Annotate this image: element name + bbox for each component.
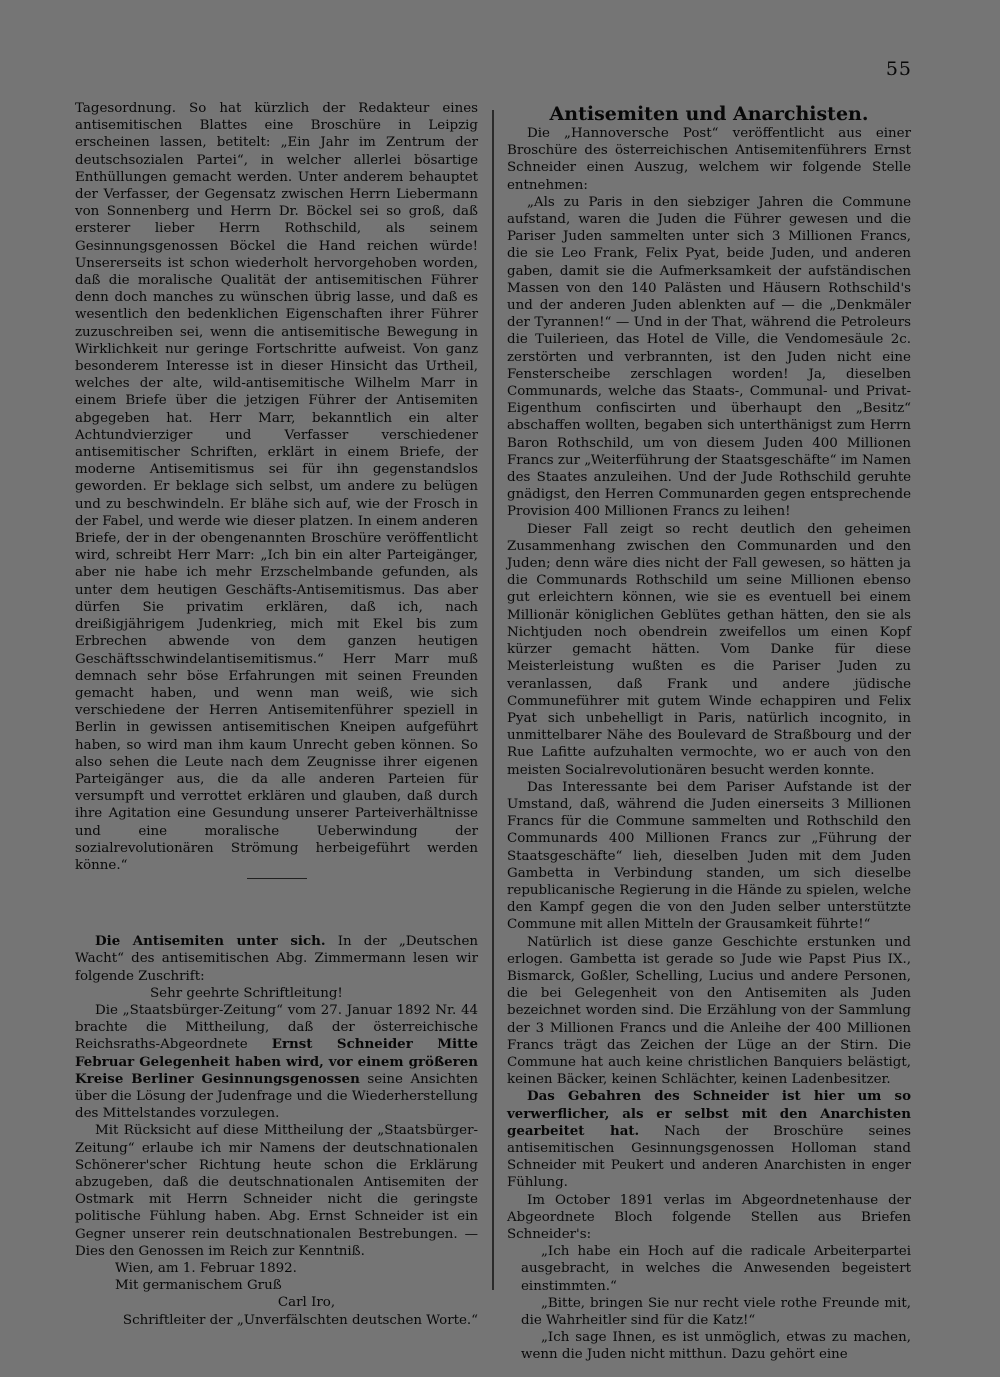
right-paragraph-6-text: Nach der Broschüre seines antisemitischen Gesinnungsgenossen Holloman stand Schneider mit Peukert und anderen Anarchisten in enger Fühlung. xyxy=(507,1123,911,1191)
section-sub-heading: Die Antisemiten unter sich. xyxy=(95,933,326,950)
section-divider xyxy=(247,878,307,879)
letter-dateline: Wien, am 1. Februar 1892. xyxy=(115,1261,297,1276)
right-paragraph-6 xyxy=(507,1088,911,1191)
letter-greeting: Mit germanischem Gruß xyxy=(115,1278,282,1294)
page-number: 55 xyxy=(885,58,912,80)
right-paragraph-6-bold: Das Gebahren des Schneider ist hier um so verwerflicher, als er selbst mit den Anarchisten gearbeitet hat. xyxy=(507,1088,911,1139)
right-paragraph-5: Natürlich ist diese ganze Geschichte erstunken und erlogen. Gambetta ist gerade so Jude wie Papst Pius IX., Bismarck, Goßler, Schelling, Lucius und andere Personen, die bei Gelegenheit von den Antisemiten als Juden bezeichnet worden sind. Die Erzählung von der Sammlung der 3 Millionen Francs und die Anleihe der 400 Millionen Francs trägt das Zeichen der Lüge an der Stirn. Die Commune hat auch keine christlichen Banquiers belästigt, keinen Bäcker, keinen Schlächter, keinen Ladenbesitzer. xyxy=(507,934,911,1088)
left-column xyxy=(75,100,478,1329)
left-paragraph-1: Tagesordnung. So hat kürzlich der Redakteur eines antisemitischen Blattes eine Broschüre in Leipzig erscheinen lassen, betitelt: „Ein Jahr im Zentrum der deutschsozialen Partei“, in welcher allerlei bösartige Enthüllungen gemacht werden. Unter anderem behauptet der Verfasser, der Gegensatz zwischen Herrn Liebermann von Sonnenberg und Herrn Dr. Böckel sei so groß, daß ersterer lieber Herrn Rothschild, als seinem Gesinnungsgenossen Böckel die Hand reichen würde! Unsererseits ist schon wiederholt hervorgehoben worden, daß die moralische Qualität der antisemitischen Führer denn doch manches zu wünschen übrig lasse, und daß es wesentlich den bedenklichen Eigenschaften ihrer Führer zuzuschreiben sei, wenn die antisemitische Bewegung in Wirklichkeit nur geringe Fortschritte aufweist. Von ganz besonderem Interesse ist in dieser Hinsicht das Urtheil, welches der alte, wild-antisemitische Wilhelm Marr in einem Briefe über die jetzigen Führer der Antisemiten abgegeben hat. Herr Marr, bekanntlich ein alter Achtundvierziger und Verfasser verschiedener antisemitischer Schriften, erklärt in einem Briefe, der moderne Antisemitismus sei für ihn gegenstandslos geworden. Er beklage sich selbst, um andere zu belügen und zu beschwindeln. Er blähe sich auf, wie der Frosch in der Fabel, und werde wie dieser platzen. In einem anderen Briefe, der in der obengenannten Broschüre veröffentlicht wird, schreibt Herr Marr: „Ich bin ein alter Parteigänger, aber nie habe ich mehr Erzschelmbande gefunden, als unter dem heutigen Geschäfts-Antisemitismus. Das aber dürfen Sie privatim erklären, daß ich, nach dreißigjährigem Judenkrieg, mich mit Ekel bis zum Erbrechen abwende von dem ganzen heutigen Geschäftsschwindelantisemitismus.“ Herr Marr muß demnach sehr böse Erfahrungen mit seinen Freunden gemacht haben, und wenn man weiß, wie sich verschiedene der Herren Antisemitenführer speziell in Berlin in gewissen antisemitischen Kneipen aufgeführt haben, so wird man ihm kaum Unrecht geben können. So also sehen die Leute nach dem Zeugnisse ihrer eigenen Parteigänger aus, die da alle anderen Parteien für versumpft und verrottet erklären und glauben, daß durch ihre Agitation eine Gesundung unserer Parteiverhältnisse und eine moralische Ueberwindung der sozialrevolutionären Strömung herbeigeführt werden könne.“ xyxy=(75,101,478,873)
left-paragraph-2-text: In der „Deutschen Wacht“ des antisemitischen Abg. Zimmermann lesen wir folgende Zuschrift: xyxy=(75,934,478,984)
letter-salutation: Sehr geehrte Schriftleitung! xyxy=(150,985,343,1001)
letter-signature-title: Schriftleiter der „Unverfälschten deutschen Worte.“ xyxy=(122,1312,478,1328)
right-paragraph-1: Die „Hannoversche Post“ veröffentlicht aus einer Broschüre des österreichischen Antisemitenführers Ernst Schneider einen Auszug, welchem wir folgende Stelle entnehmen: xyxy=(507,126,911,193)
letter-signature-name: Carl Iro, xyxy=(277,1295,336,1311)
left-paragraph-3-b: seine Ansichten über die Lösung der Judenfrage und die Wiederherstellung des Mittelstandes vorzulegen. xyxy=(75,1071,478,1122)
right-column xyxy=(507,103,911,1364)
right-paragraph-4: Das Interessante bei dem Pariser Aufstande ist der Umstand, daß, während die Juden einerseits 3 Millionen Francs für die Commune sammelten und Rothschild den Communards 400 Millionen Francs zur „Führung der Staatsgeschäfte“ lieh, dieselben Juden mit dem Juden Gambetta in Verbindung standen, um sich dieselbe republicanische Regierung in die Hände zu spielen, welche den Kampf gegen die von den Juden selber unterstützte Commune mit allen Mitteln der Grausamkeit führte!“ xyxy=(507,779,911,933)
right-paragraph-2: „Als zu Paris in den siebziger Jahren die Commune aufstand, waren die Juden die Führer gewesen und die Pariser Juden sammelten unter sich 3 Millionen Francs, die sie Leo Frank, Felix Pyat, beide Juden, und anderen gaben, damit sie die Aufmerksamkeit der aufständischen Massen von den 140 Palästen und Häusern Rothschild's und der anderen Juden ablenkten auf — die „Denkmäler der Tyrannen!“ — Und in der That, während die Petroleurs die Tuilerieen, das Hotel de Ville, die Vendomesäule 2c. zerstörten und verbrannten, ist den Juden nicht eine Fensterscheibe zerschlagen worden! Ja, dieselben Communards, welche das Staats-, Communal- und Privat-Eigenthum confiscirten und überhaupt den „Besitz“ abschaffen wollten, begaben sich unterthänigst zum Herrn Baron Rothschild, um von diesem Juden 400 Millionen Francs zur „Weiterführung der Staatsgeschäfte“ im Namen des Staates anzuleihen. Und der Jude Rothschild geruhte gnädigst, den Herren Communarden gegen entsprechende Provision 400 Millionen Francs zu leihen! xyxy=(507,194,911,520)
left-paragraph-4: Mit Rücksicht auf diese Mittheilung der „Staatsbürger-Zeitung“ erlaube ich mir Namens der deutschnationalen Schönerer'scher Richtung heute schon die Erklärung abzugeben, daß die deutschnationalen Antisemiten der Ostmark mit Herrn Schneider nicht die geringste politische Fühlung haben. Abg. Ernst Schneider ist ein Gegner unserer rein deutschnationalen Bestrebungen. — Dies den Genossen im Reich zur Kenntniß. xyxy=(75,1123,478,1259)
left-paragraph-3-bold: Ernst Schneider Mitte Februar Gelegenheit haben wird, vor einem größeren Kreise Berliner Gesinnungsgenossen xyxy=(75,1036,478,1087)
right-paragraph-3: Dieser Fall zeigt so recht deutlich den geheimen Zusammenhang zwischen den Communarden und den Juden; denn wäre dies nicht der Fall gewesen, so hätten ja die Communards Rothschild um seine Millionen ebenso gut erleichtern können, wie sie es eventuell bei einem Millionär königlichen Geblütes gethan hätten, den sie als Nichtjuden noch obendrein zweifellos um einen Kopf kürzer gemacht hätten. Vom Danke für diese Meisterleistung wußten es die Pariser Juden zu veranlassen, daß Frank und andere jüdische Communeführer mit gutem Winde echappiren und Felix Pyat sich unbehelligt in Paris, natürlich incognito, in unmittelbarer Nähe des Boulevard de Straßbourg und der Rue Lafitte aufzuhalten vermochte, wo er auch von den meisten Socialrevolutionären besucht werden konnte. xyxy=(507,521,911,778)
letter-quote-1: „Ich habe ein Hoch auf die radicale Arbeiterpartei ausgebracht, in welches die Anwesenden begeistert einstimmten.“ xyxy=(521,1244,911,1294)
article-heading: Antisemiten und Anarchisten. xyxy=(549,103,869,125)
column-rule xyxy=(492,110,494,1290)
left-paragraph-3-a: Die „Staatsbürger-Zeitung“ vom 27. Januar 1892 Nr. 44 brachte die Mittheilung, daß der österreichische Reichsraths-Abgeordnete xyxy=(75,1002,478,1053)
letter-quote-3: „Ich sage Ihnen, es ist unmöglich, etwas zu machen, wenn die Juden nicht mitthun. Dazu gehört eine xyxy=(521,1330,911,1363)
right-paragraph-7: Im October 1891 verlas im Abgeordnetenhause der Abgeordnete Bloch folgende Stellen aus Briefen Schneider's: xyxy=(507,1192,911,1242)
left-paragraph-2 xyxy=(75,933,478,985)
left-paragraph-3 xyxy=(75,1002,478,1122)
letter-quote-2: „Bitte, bringen Sie nur recht viele rothe Freunde mit, die Wahrheitler sind für die Katz!“ xyxy=(521,1295,911,1329)
